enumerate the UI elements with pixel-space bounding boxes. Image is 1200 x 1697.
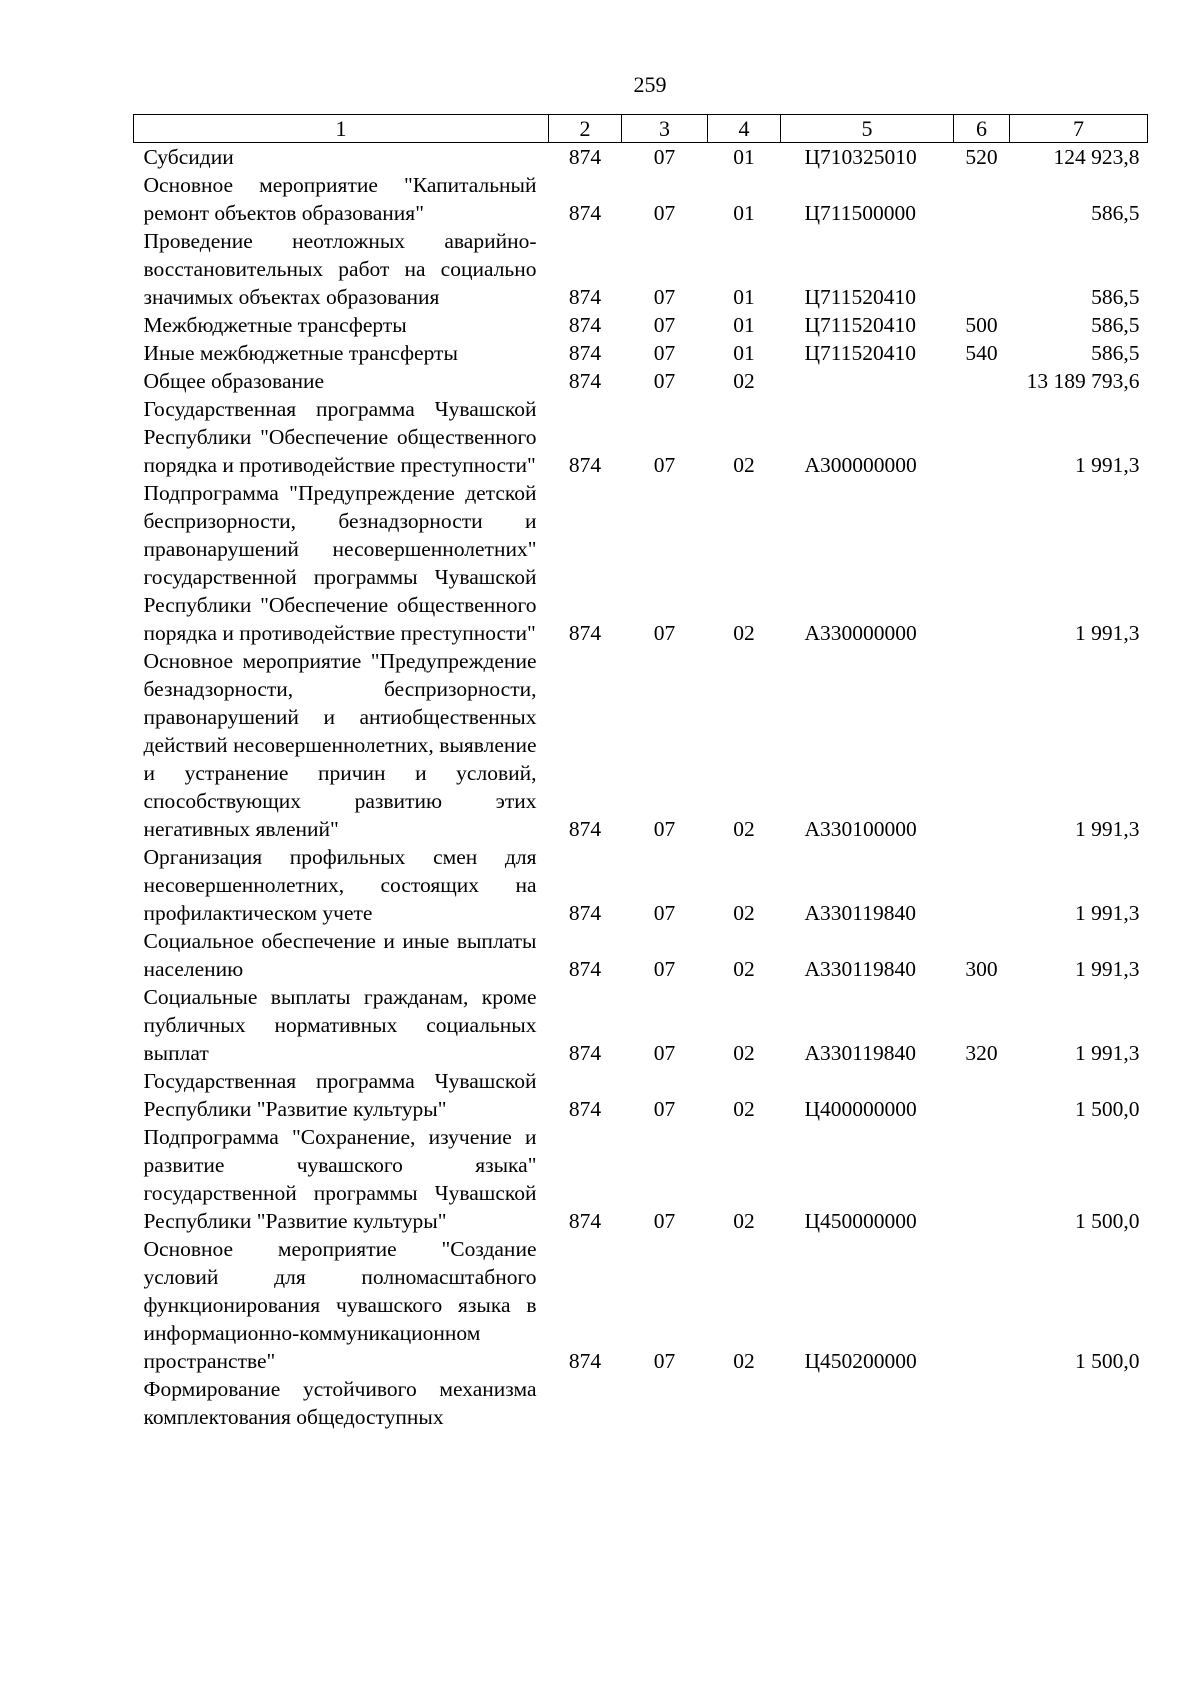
row-col-5: А330119840 [804,1041,916,1065]
row-name: Социальные выплаты гражданам, кроме публичных нормативных социальных выплат [143,985,537,1065]
row-col-5: А330119840 [804,901,916,925]
row-name: Иные межбюджетные трансферты [143,341,458,365]
row-name: Межбюджетные трансферты [143,313,407,337]
row-col-6: 320 [965,1041,998,1065]
table-body [134,143,1148,1432]
row-col-4: 01 [733,285,755,309]
table-row [134,1123,1148,1235]
row-col-7: 1 991,3 [1075,817,1140,841]
table-row [134,227,1148,311]
row-name: Государственная программа Чувашской Республики "Развитие культуры" [143,1069,537,1121]
row-name: Субсидии [143,145,234,169]
row-col-4: 01 [733,313,755,337]
row-col-4: 02 [733,453,755,477]
column-header-6: 6 [954,115,1010,143]
row-col-7: 1 500,0 [1075,1097,1140,1121]
row-col-2: 874 [568,901,602,925]
column-header-4: 4 [708,115,781,143]
row-col-3: 07 [653,313,676,337]
row-col-3: 07 [653,201,676,225]
row-col-5: А330119840 [804,957,916,981]
table-row [134,479,1148,647]
row-col-2: 874 [568,817,602,841]
table-row [134,143,1148,172]
row-col-3: 07 [653,1349,676,1373]
row-col-3: 07 [653,341,676,365]
page-number: 259 [633,72,667,97]
row-name: Проведение неотложных аварийно-восстановительных работ на социально значимых объектах образования [143,229,537,309]
header-row [134,115,1148,143]
row-col-2: 874 [568,1041,602,1065]
table-row [134,339,1148,367]
row-col-4: 02 [733,369,755,393]
row-name: Общее образование [143,369,325,393]
row-col-2: 874 [568,1209,602,1233]
row-col-4: 02 [733,1041,755,1065]
row-col-2: 874 [568,1097,602,1121]
row-col-5: А300000000 [804,453,917,477]
row-col-2: 874 [568,369,602,393]
table-row [134,927,1148,983]
row-col-3: 07 [653,957,676,981]
row-col-7: 1 991,3 [1075,621,1140,645]
row-name: Социальное обеспечение и иные выплаты населению [143,929,537,981]
row-col-2: 874 [568,201,602,225]
column-header-1: 1 [134,115,549,143]
row-col-4: 01 [733,201,755,225]
row-col-7: 1 991,3 [1075,1041,1140,1065]
row-col-7: 1 991,3 [1075,957,1140,981]
row-col-6 [954,1123,1010,1235]
row-col-7: 1 991,3 [1075,453,1140,477]
row-col-7: 1 500,0 [1075,1209,1140,1233]
row-col-3: 07 [653,1041,676,1065]
column-header-7: 7 [1010,115,1148,143]
row-col-5: Ц450200000 [804,1349,917,1373]
column-header-2: 2 [549,115,622,143]
row-col-3: 07 [653,285,676,309]
row-col-4: 02 [733,957,755,981]
row-col-5: А330100000 [804,817,917,841]
row-col-6 [954,171,1010,227]
row-col-2: 874 [568,621,602,645]
table-row [134,395,1148,479]
row-col-7: 13 189 793,6 [1026,369,1140,393]
table-row [134,983,1148,1067]
row-col-6 [954,647,1010,843]
table-row [134,367,1148,395]
row-col-7: 1 500,0 [1075,1349,1140,1373]
row-col-7: 586,5 [1091,341,1140,365]
table-row [134,843,1148,927]
table-header [134,115,1148,143]
row-col-3: 07 [653,145,676,169]
row-col-7 [1010,1375,1148,1431]
row-col-6 [954,1235,1010,1375]
row-col-2: 874 [568,1349,602,1373]
row-col-2: 874 [568,145,602,169]
row-name: Основное мероприятие "Создание условий для полномасштабного функционирования чувашского языка в информационно-коммуникационном пространстве" [143,1237,537,1373]
row-col-2: 874 [568,957,602,981]
row-name: Подпрограмма "Предупреждение детской беспризорности, безнадзорности и правонарушений несовершеннолетних" государственной программы Чувашской Республики "Обеспечение общественного порядка и противодействие преступности" [143,481,537,645]
row-col-3: 07 [653,1097,676,1121]
row-col-6: 520 [965,145,998,169]
row-col-6 [954,479,1010,647]
row-col-4: 02 [733,1349,755,1373]
row-col-3: 07 [653,621,676,645]
row-name: Государственная программа Чувашской Республики "Обеспечение общественного порядка и противодействие преступности" [143,397,537,477]
row-col-6 [954,1375,1010,1431]
column-header-5: 5 [781,115,954,143]
row-col-3: 07 [653,817,676,841]
row-col-4: 02 [733,1209,755,1233]
column-header-3: 3 [622,115,708,143]
row-col-3 [622,1375,708,1431]
row-col-5: Ц710325010 [804,145,917,169]
row-col-4: 02 [733,621,755,645]
row-col-2: 874 [568,341,602,365]
row-col-7: 586,5 [1091,313,1140,337]
row-col-2: 874 [568,453,602,477]
row-col-5 [781,367,954,395]
row-col-2: 874 [568,285,602,309]
row-col-3: 07 [653,453,676,477]
row-col-6 [954,1067,1010,1123]
row-col-4: 02 [733,1097,755,1121]
row-col-6 [954,843,1010,927]
table-row [134,171,1148,227]
row-col-7: 586,5 [1091,201,1140,225]
table-row [134,1067,1148,1123]
row-col-5: Ц450000000 [804,1209,917,1233]
row-col-5: А330000000 [804,621,917,645]
table-row [134,1235,1148,1375]
row-col-6 [954,395,1010,479]
row-col-6: 300 [965,957,998,981]
row-col-6 [954,367,1010,395]
row-col-3: 07 [653,369,676,393]
row-col-2 [549,1375,622,1431]
row-col-7: 586,5 [1091,285,1140,309]
row-col-4: 01 [733,145,755,169]
row-col-3: 07 [653,1209,676,1233]
row-col-5: Ц711520410 [804,285,916,309]
row-col-4: 01 [733,341,755,365]
table-row [134,647,1148,843]
row-name: Формирование устойчивого механизма комплектования общедоступных [143,1377,537,1429]
row-col-6: 540 [965,341,998,365]
row-col-6 [954,227,1010,311]
row-col-5 [781,1375,954,1431]
row-col-4: 02 [733,901,755,925]
row-name: Основное мероприятие "Капитальный ремонт объектов образования" [143,173,537,225]
row-col-5: Ц711520410 [804,313,916,337]
table-row [134,311,1148,339]
row-col-5: Ц400000000 [804,1097,917,1121]
row-col-2: 874 [568,313,602,337]
row-col-5: Ц711520410 [804,341,916,365]
row-col-3: 07 [653,901,676,925]
row-col-7: 124 923,8 [1053,145,1140,169]
table-row [134,1375,1148,1431]
row-name: Подпрограмма "Сохранение, изучение и развитие чувашского языка" государственной программы Чувашской Республики "Развитие культуры" [143,1125,537,1233]
budget-table [133,114,1148,1431]
row-name: Организация профильных смен для несовершеннолетних, состоящих на профилактическом учете [143,845,537,925]
row-col-5: Ц711500000 [804,201,916,225]
row-col-6: 500 [965,313,998,337]
row-col-7: 1 991,3 [1075,901,1140,925]
row-name: Основное мероприятие "Предупреждение безнадзорности, беспризорности, правонарушений и антиобщественных действий несовершеннолетних, выявление и устранение причин и условий, способствующих развитию этих негативных явлений" [143,649,537,841]
row-col-4: 02 [733,817,755,841]
row-col-4 [708,1375,781,1431]
